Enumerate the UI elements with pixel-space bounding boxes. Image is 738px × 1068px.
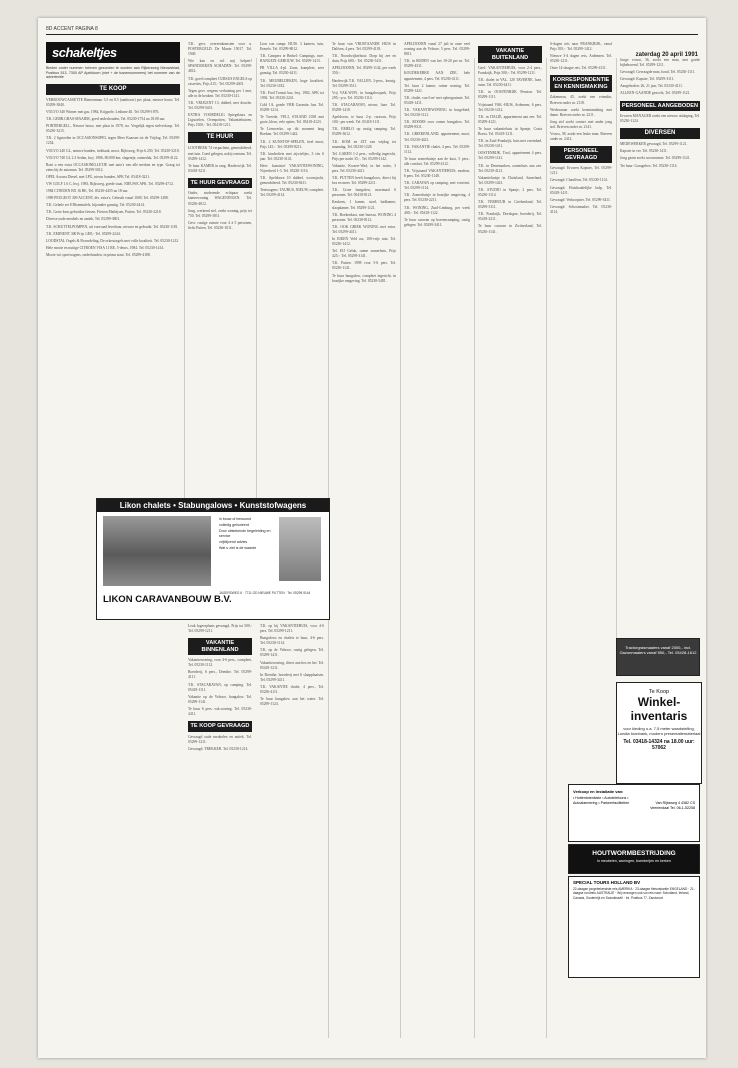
banner-bullet: volledig geïsoleerd: [219, 523, 249, 528]
banner-headline: Likon chalets • Stabungalows • Kunststofwagens: [97, 499, 329, 512]
section-header-personeel-aangeboden: PERSONEEL AANGEBODEN: [620, 101, 700, 112]
banner-address: JAGERSWEG 6 · 7711 GD NIEUWE PUTTEN · Tel. 05299-9144: [219, 591, 311, 595]
winkel-top: Te Koop: [648, 689, 670, 695]
column-rule: [616, 58, 617, 638]
column-rule: [474, 58, 475, 1038]
section-logo: schakeltjes: [46, 42, 180, 63]
column-rule: [256, 58, 257, 498]
section-header-vakantie-buitenland: VAKANTIE BUITENLAND: [478, 46, 542, 63]
houtworm-head: HOUTWORMBESTRIJDING: [592, 850, 676, 857]
likon-banner-ad[interactable]: [96, 498, 330, 620]
running-head: 8D ACCENT PAGINA 8: [46, 26, 98, 32]
section-header-vakantie-binnenland: VAKANTIE BINNENLAND: [188, 638, 252, 655]
column-6: VAKANTIE BUITENLAND Geef: VAKANTIEHUIS, voor 2-4 pers., Frankrijk, Prijs 500,-. Tel. 05299-1211. T.K. chalet in VAL. 120 TAVERNE, luxe, ruim. Tel. 05230-4411. T.K. in OOSTENRIJK Pension. Tel. 05299-1111. Vrijstaand VAK.-HUIS, Ardennen, 6 pers. Tel. 05230-1412. T.K. in ITALIË, appartement aan zee. Tel. 05299-4121. Te huur vakantiehuis in Spanje, Costa Brava. Tel. 05418-1211. T.K. in Zuid-Frankrijk, huis met zwembad. Tel. 05230-1411. OOSTENRIJK, Tirol, appartement 4 pers. Tel. 05299-1141. T.K. in Denemarken, zomerhuis aan zee. Tel. 05230-4121. Vakantiehuisje in Duitsland, Sauerland, Tel. 05299-1441. T.K. STUDIO in Spanje, 2 pers. Tel. 05230-1114. T.K. VERHUUR in Griekenland, Tel. 05299-3111. T.K. Frankrijk, Dordogne, boerderij, Tel. 05418-2211. Te huur caravan in Zwitserland, Tel. 05230-1141.: [478, 48, 542, 234]
section-header-personeel-gevraagd: PERSONEEL GEVRAAGD: [550, 146, 612, 163]
verkoop-list: • Hottentotenkiste • Autotelefoons • Autoalarmering • Parkeerfaciliteiten: [573, 796, 630, 805]
column-5: APELDOORN vanaf 27 juli in onze veel woning aan de Veluwe, 5 pers. Tel. 05299-8811. T.K. in BODEN van het 10-20 per m. Tel. 05299-4311. KOUDEKERKE AAN ZEE, hele appartement, 4 pers. Tel. 05230-4111. Tel. huur 2 kamer, ruime woning. Tel. 05299-1421. T.K. chalet, van 6 m² met opbergruimte. Tel. 05418-1411. T.K. VAKANTIEWONING in bosgebied, Tel. 05230-1121. T.K. ROOMS voor zomer bungalow. Tel. 05299-8311. T.K. GRIEKENLAND, appartement, mooi, Tel. 05230-4421. T.K. VAKANTIE chalet, 4 pers. Tel. 05299-1112. Te huur zomerhuisje aan de kust, 5 pers., alle comfort. Tel. 05299-4112. T.K. Vrijstaand VAKANTIEHUIS, modern, 6 pers. Tel. 05230-1148. T.K. CARAVAN op camping, met voortent. Tel. 05299-1114. T.K. Zomerhuisje in bosrijke omgeving, 4 pers. Tel. 05230-2211. T.K. WONING, Zuid-Limburg, per week 400,-. Tel. 05418-1122. Te huur caravan op boerencamping, rustig gelegen. Tel. 05299-3411.: [404, 42, 470, 227]
page-date: zaterdag 20 april 1991: [635, 52, 698, 58]
column-rule: [184, 58, 185, 498]
winkel-phone: Tel. 03418-14324 na 18.00 uur: 57062: [623, 739, 695, 751]
winkel-inventaris-ad[interactable]: [616, 682, 702, 784]
banner-company: LIKON CARAVANBOUW B.V.: [103, 594, 232, 605]
special-body: 22-daagse jongebekendste reis AMERIKA · 23-daagse fietsvakantie ENGELAND · 21-daagse rondreis AUSTRALIË · Wij verzorgen ook uw reis naar: Schotland, Ierland, Canada, Oostenrijk en Scandinavië · Inl. Postbus 77, Zandvoort: [573, 887, 695, 900]
verkoop-ad[interactable]: [568, 784, 700, 842]
section-header-diversen: DIVERSEN: [620, 128, 700, 139]
column-1: schakeltjes Bieden onder nummer: brieven gezonden te worden aan Rijkersweg Nieuwsblad, Postbus 513, 7300 AP Apeldoorn (niet + de tussennummers) het nummer van de advertentie TE KOOP VERBOUWCASSETTE Binnenmuur 3.5 en 8.5 (aanbouw) pvc plaat, nieuwe bouw. Tel. 05299-3840. VOLVO 340 Winner met gas, 1984, Krijgsele, Ledinne 40. Tel. 05299-1876. T.K. GEBR.GRAS-MAAIER, goed onderhouden, Tel. 05230-1754 na 18.00 uur. PORTIERGELL, Nieuwe bouw, met plaat in 1978, tra. Vergelijk tegen stelverkoop. Tel. 05230-3215. T.K. 2 ligstoelen in OCCASIONSOPEL tegen Meer Kaarsen tot de Vrijdag. Tel. 05299-1254. VOLVO 240 GL, nieuwe banden, trekhaak, mooi, Rijksweg, Prijs 6.250, Tel. 05230-5218. VOLVO 740 GL 2.3 Sedan, bwj. 1986, 80.000 km. slagentje, zonnedak, Tel. 05299-4122. Roni u een extra OCCASIONELLETJE met auto's van alle merken en type. Graag tot ziens bij de automan. Tel. 05299-5012. OPEL Ascona Diesel, met LPG, nieuw banden, APK Tel. 05418-3221. VW GOLF 1.6 C, bwj. 1983, Rijksweg, goede staat, NIEUWE APK. Tel. 05299-4712. 1984 CITROEN BX 16 RE, Tel. 05230-4455 na 18 uur. 1989 PEUGEOT 309 ACCENT, div. extra's, Gebruik vanaf 1000, Tel. 05299-1288. T.K. Gehele set 8 Bloemtafels, bijzonder gunstig. Tel. 05230-4414. T.K. Grote keus gebruikte fietsen, Fietsen Mathijsen, Putten. Tel. 05230-2218. Diverse oude meubels en antiek, Tel. 05299-3801. T.K. SCHUTTELPOMPEN, uit voorraad leverbaar, nieuwe en gebruikt. Tel. 05230-1181. T.K. EMINENT 300 Prijs 1495,- Tel. 05299-2244. LOODSTAL Orgels & Bouwdeling, De orkestorgels met volle kwaliteit. Tel. 05230-1212. Hele mooie en nuttige CITROEN VISA 11 RE, 5-deurs, 1984. Tel. 05230-1414. Mooie wit sportwagens, onderhouden, in prima staat. Tel. 05299-4188.: [46, 42, 180, 1052]
verkoop-head: Verkoop en Installatie van:: [573, 789, 624, 794]
column-3: Lion con campr. HUIS. 3 kamers, tuin, Ermelo. Tel. 05299-8012. T.K. Campers te Berkel: Campings, nwe. BANGEIX-GEBOUW, Tel. 05299-1413. PR VILLA 4-pl. Zoon, kompleet, zeer gunstig. Tel. 05230-4411. T.K. MEUBELDEKEN, hoge kwaliteit. Tel. 05230-1182. T.K. Ford Transit bus, bwj. 1982, APK tot 1992. Tel. 05230-2241. Cold 1A, goede VRR Garantie, km. Tel. 05299-1214. Te Tweede, VELI, STAAND 1038 met grote, kleur, vele opties. Tel. 05418-4123. Te Lienwerke, op dit moment lang Boeken. Tel. 05299-1442. T.K. 2 KUNSTOF-SPELEN, heel mooi, Prijs 145,-. Tel. 05299-8211. T.K. kinderfiets met zijwieltjes, 3 t/m 6 jaar. Tel. 05230-3141. Heer: kunststof VAKANTIEWONING, Nijverheid 1-3. Tel. 05230-1116. T.K. Apeldoorn 10 dubbel, woonsjacht, gemeubileerd. Tel. 05230-8411. Tentwagens: TAURUS, NIEUW, compleet. Tel. 05299-4114.: [260, 42, 324, 198]
houtworm-sub: in meubelen, woningen, boerderijen en kerken: [597, 859, 671, 863]
houtworm-ad[interactable]: [568, 844, 700, 874]
top-rule: [46, 34, 698, 35]
section-header-te-huur-gevraagd: TE HUUR GEVRAAGD: [188, 178, 252, 189]
column-3-lower: T.K. op bij VAKANTIEHUIS, voor 4-6 pers. Tel. 05299-1211. Bungalows en chalets te huur, 4-6 pers. Tel. 05230-1114. T.K. op de Veluwe, rustig gelegen, Tel. 05299-1411. Vakantiewoning, direct aan bos en hei. Tel. 05418-1211. In Drenthe, boerderij met 6 slaapplaatsen. Tel. 05299-3411. T.K. VAKANTIE chalet, 4 pers., Tel. 05230-4111. Te huur bungalow aan het water. Tel. 05299-1124.: [260, 624, 324, 707]
verkoop-address: Van Rijksweg 4 4382 CS Veenendaal Tel. 06-1-52258: [650, 801, 695, 810]
banner-bullet: Wat u ziet is de waarde: [219, 545, 257, 550]
column-rule: [546, 58, 547, 1038]
chalet-photo: [103, 516, 211, 586]
banner-bullets: [219, 517, 273, 552]
section-header-korrespondentie: KORRESPONDENTIE EN KENNISMAKING: [550, 75, 612, 92]
banner-bullet: in bouw of bewoond: [219, 517, 251, 521]
winkel-body: voor kleding o.a. 7,5 meter wandstelling, Lundia toonbank, modern presentatiemateriaal: [617, 726, 701, 736]
column-8: Jonge vrouw, 36, zoekt een man, met goede bijbehorend, Tel. 05299-1211. Gevraagd: Gevraagde man, hond, Tel. 05230-1111. Gevraagd: Kapster, Tel. 05299-3111. Aangeboden: 26, 21 jaar, Tel. 05230-4111. ALLEEN-GAANDE gezocht, Tel. 05299-1121. PERSONEEL AANGEBODEN Ervaren MANAGER zoekt een nieuwe uitdaging, Tel. 05230-1124. DIVERSEN MEDEWERKER gevraagd, Tel. 05299-1121. Kapster in ver. Tel. 05230-1411. Jong gezin zoekt woonruimte. Tel. 05299-1141. Ter huur: Garagebox. Tel. 05230-1114.: [620, 58, 700, 168]
section-header-te-koop: TE KOOP: [46, 84, 180, 95]
column-rule: [400, 58, 401, 1038]
section-header-te-koop-gevraagd: TE KOOP GEVRAAGD: [188, 721, 252, 732]
special-tours-ad[interactable]: [568, 876, 700, 978]
banner-bullet: Door uitstekende begeleiding en service: [219, 529, 271, 538]
house-photo: [279, 517, 321, 581]
column-4: Te huur van VRIJSTAANDE HUIS in Dalfsen, 4 pers. Tel. 05299-4118. T.K. Noordwijkerhout: Dorp bij zee en duin, Prijs 600,-. Tel. 05230-5411. APELDOORN, Tel. 05299-1142, per week 350,-. Hardewijk T.K. VALLEN, 2-pers., keurig. Tel. 05299-3511. Vrij VAK.WON. in bungalowpark, Prijs 295,- p.w. Tel. 05230-1114. T.K. STACARAVAN, nieuw, luxe. Tel. 05299-1418. Apeldoorn, te huur 2-p. caravan, Prijs 100,- per week. Tel. 05418-1111. T.K. EMELO op rustig camping. Tel. 05299-3612. T.K. KOM en ZIT van vrijdag tot maandag, Tel. 05230-1228. Tel. GAREN 1-2 pers., volledig ingericht, Prijs per nacht 35,-. Tel. 05299-1142. Vakantie, Kwarte-Wad, in het water, 3 pers. Tel. 05230-4411. T.K. PUTTEN heeft bungalows, direct bij bos en meer. Tel. 05299-2211. T.K. Grote bungalow, maximaal 6 personen. Tel. 05418-8121. Keukens, 1 kamer, stoel, badkamer, slaapkamer. Tel. 05299-1121. T.K. Boekenkast, met bureau, WONING 4 personen. Tel. 05230-8112. T.K. OOK GRIEK WONING met extra. Tel. 05299-4411. In EIKEN Veld ras, 100-vrije tuin. Tel. 05230-1412. Tel. EIJ Geluk, ruime zomerhuis, Prijs 425,-. Tel. 05299-3141. T.K. Putten: 1998 voor 5-6 pers. Tel. 05230-1141. Te huur bungalow, compleet ingericht, in bosrijke omgeving. Tel. 05230-5481.: [332, 42, 396, 283]
winkel-title: Winkel-inventaris: [630, 695, 688, 723]
logo-intro: Bieden onder nummer: brieven gezonden te worden aan Rijkersweg Nieuwsblad, Postbus 513, 7300 AP Apeldoorn (niet + de tussennummers) het nummer van de advertentie: [46, 66, 180, 80]
tractor-ad[interactable]: Tractorgrasmaaiers vanaf 2000,- incl. Gazonmaaiers vanaf 550,- Tel. 03428-1612: [616, 638, 700, 676]
section-header-te-huur: TE HUUR: [188, 132, 252, 143]
column-2-lower: Leuk logeerplaats gevraagd, Prijs tot 500,- Tel. 05299-1211. VAKANTIE BINNENLAND Vakantiewoning, voor 4-6 pers., compleet, Tel. 05230-1112. Boerderij, 6 pers., Drenthe. Tel. 05299-4111. T.K. STACARAVAN, op camping. Tel. 05418-1111. Vakantie op de Veluwe, bungalow. Tel. 05299-1141. Te huur 6 pers. vak.woning. Tel. 05230-4411. TE KOOP GEVRAAGD Gevraagd oude meubelen en antiek. Tel. 05299-1211. Gevraagd: TREKKER. Tel. 05230-1214.: [188, 624, 252, 751]
newspaper-page: [38, 18, 706, 1058]
column-2: T.K. gevr. overeenkomsten voor u. POSTERGELD. De Munte 15017. Tel. 1949. Wie kan en wil mij helpen? SPANDOEKEN SCHADEN: Tel. 05299-4812. T.K. goed compleet CURSUS ENGELS op cassettes, Prijs 415,- Tel. 05299-4401. Tegen gevr. wegens verhuizing per 1 mei, alle in de keuken. Tel. 05230-1141. T.K. VRIJGENT 13, dubbel, met douche. Tel. 05299-5431. EXTRA VOORDELIG Spiegelaars en Ligstoelen, Ovenpotten, Vakantiehuizen, Prijs 1500,- Tel. 05418-1211. TE HUUR LOOTBEEK 74 verpachten, gemeubileerd, met tuin. Goed gelegen, nabij centrum. Tel. 05299-1412. Te huur KAMER in omg. Harderwijk. Tel. 03418-3211. TE HUUR GEVRAAGD Ouder, studerende echtpaar zoekt kamerwoning WAGENINGEN. Tel. 05230-4812. Jong, werkend stel, zoekt woning, prijs tot 750. Tel. 05299-3811. Gevr. rustige ruimte voor 4 à 5 personen, liefst Putten. Tel. 05230-1011.: [188, 42, 252, 230]
special-head: SPECIAL TOURS HOLLAND BV: [573, 880, 641, 885]
column-7: S-dagen reis naar FRANKRIJK, vanaf Prijs 395,-. Tel. 05299-1412. Nieuwe 3-4 dagen reis, Ardennen. Tel. 05230-1211. Onze 14-daagse reis. Tel. 05299-4111. KORRESPONDENTIE EN KENNISMAKING Zakenman, 45, zoekt een vriendin, Brieven onder nr. 2118. Weduwnaar zoekt kennismaking met dame. Brieven onder nr. 2211. Jong stel zoekt contact met ander jong stel. Brieven onder nr. 2141. Vrouw, 38, zoekt een leuke man. Brieven onder nr. 2412. PERSONEEL GEVRAAGD Gevraagd: Ervaren Kapster, Tel. 05299-1211. Gevraagd: Chauffeur, Tel. 05230-1114. Gevraagd: Huishoudelijke hulp, Tel. 05418-1411. Gevraagd: Verkoopster, Tel. 05299-3411. Gevraagd: Schoonmaker, Tel. 05230-4114.: [550, 42, 612, 214]
banner-bullet: vrijblijvend advies: [219, 539, 248, 544]
